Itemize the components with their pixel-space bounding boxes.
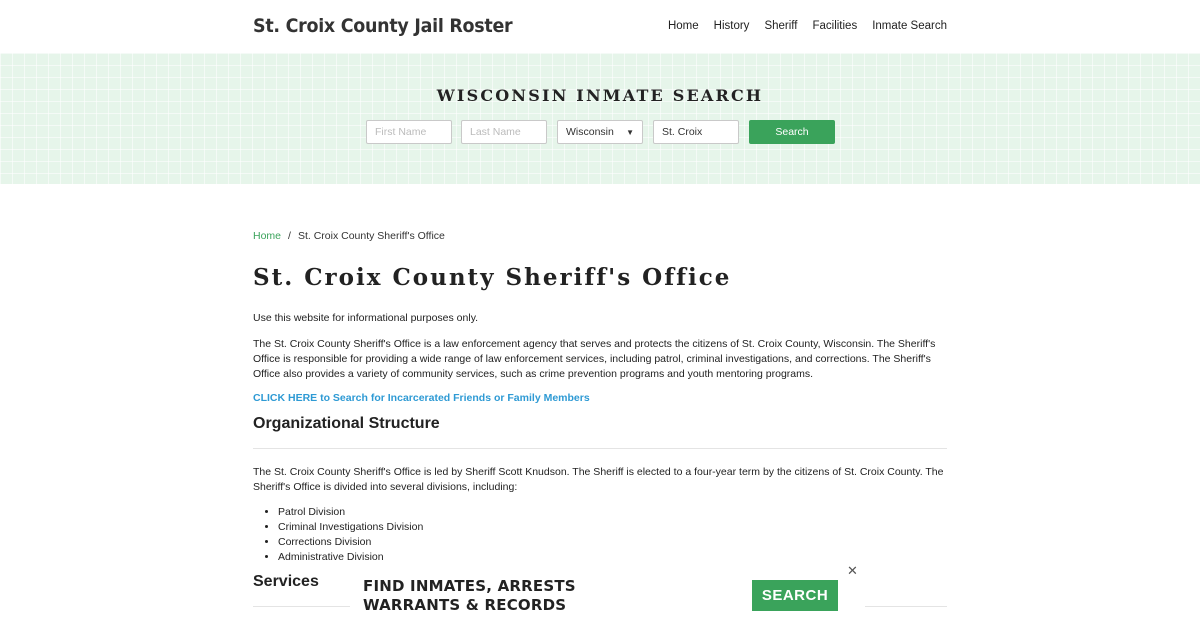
nav-history[interactable]: History bbox=[713, 20, 750, 32]
page-title: St. Croix County Sheriff's Office bbox=[253, 264, 732, 291]
list-item: • Administrative Division bbox=[278, 550, 947, 565]
ad-banner[interactable] bbox=[350, 563, 865, 620]
disclaimer-text: Use this website for informational purposes only. bbox=[253, 312, 479, 324]
nav-home[interactable]: Home bbox=[667, 20, 699, 32]
search-button[interactable]: Search bbox=[749, 120, 835, 144]
nav-inmate-search[interactable]: Inmate Search bbox=[872, 20, 947, 32]
services-heading: Services bbox=[253, 573, 319, 590]
ad-line-2: WARRANTS & RECORDS bbox=[363, 596, 567, 614]
inmate-search-hero bbox=[0, 53, 1200, 184]
divider bbox=[253, 448, 947, 449]
intro-paragraph: The St. Croix County Sheriff's Office is a law enforcement agency that serves and protects the citizens of St. Croix County, Wisconsin. The Sheriff's Office is responsible for providing a wide range of law enforcement services, including patrol, criminal investigations, and corrections. The Sheriff's Office also provides a variety of community services, such as crime prevention programs and youth mentoring programs. bbox=[253, 338, 936, 380]
ad-headline bbox=[363, 577, 576, 615]
breadcrumb bbox=[253, 230, 947, 242]
main-nav bbox=[668, 20, 947, 32]
breadcrumb-home[interactable]: Home bbox=[253, 230, 282, 242]
state-select[interactable] bbox=[557, 120, 643, 144]
nav-facilities[interactable]: Facilities bbox=[812, 20, 858, 32]
breadcrumb-separator: / bbox=[288, 230, 291, 242]
list-item: • Corrections Division bbox=[278, 535, 947, 550]
site-header bbox=[0, 0, 1200, 53]
list-item: • Patrol Division bbox=[278, 505, 947, 520]
org-structure-paragraph: The St. Croix County Sheriff's Office is led by Sheriff Scott Knudson. The Sheriff is elected to a four-year term by the citizens of St. Croix County. The Sheriff's Office is divided into several divisions, including: bbox=[253, 466, 944, 493]
divisions-list bbox=[253, 505, 947, 565]
state-select-value: Wisconsin bbox=[566, 126, 614, 138]
ad-line-1: FIND INMATES, ARRESTS bbox=[363, 577, 576, 595]
breadcrumb-current: St. Croix County Sheriff's Office bbox=[297, 230, 445, 242]
site-title[interactable]: St. Croix County Jail Roster bbox=[253, 15, 513, 37]
county-input[interactable] bbox=[653, 120, 739, 144]
chevron-down-icon: ▼ bbox=[626, 127, 634, 137]
org-structure-heading: Organizational Structure bbox=[253, 415, 440, 432]
last-name-input[interactable] bbox=[461, 120, 547, 144]
close-icon[interactable]: ✕ bbox=[847, 563, 858, 578]
nav-sheriff[interactable]: Sheriff bbox=[764, 20, 798, 32]
search-family-link[interactable]: CLICK HERE to Search for Incarcerated Friends or Family Members bbox=[253, 392, 590, 404]
first-name-input[interactable] bbox=[366, 120, 452, 144]
list-item: • Criminal Investigations Division bbox=[278, 520, 947, 535]
ad-search-button[interactable]: SEARCH bbox=[752, 580, 838, 611]
hero-title: WISCONSIN INMATE SEARCH bbox=[436, 86, 764, 105]
